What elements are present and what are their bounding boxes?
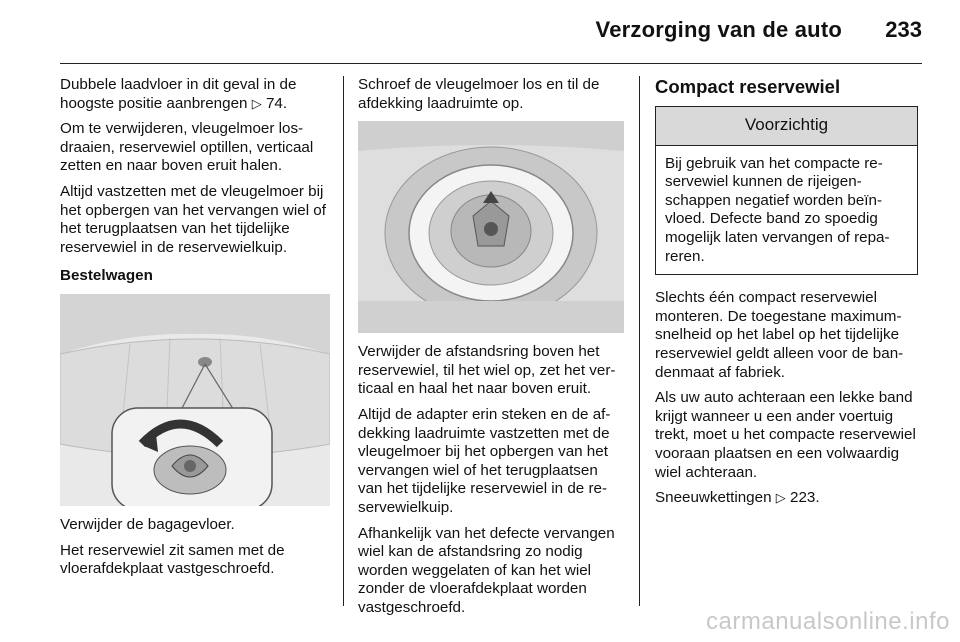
column-divider xyxy=(639,76,640,606)
paragraph: Schroef de vleugelmoer los en til de afdekking laadruimte op. xyxy=(358,76,600,112)
paragraph: Altijd de adapter erin steken en de afdekking laadruimte vastzetten met de vleugelmoer bij het opbergen van het vervangen wiel of het terugplaatsen van het tijdelijke reservewiel in de reservewielkuip. xyxy=(358,405,611,516)
paragraph: Als uw auto achteraan een lekke band krijgt wanneer u een ander voertuig trekt, moet u het compacte reservewiel vooraan plaatsen en een volwaardig wiel achteraan. xyxy=(655,389,916,481)
paragraph: Dubbele laadvloer in dit geval in de hoogste positie aanbrengen ▷ 74. xyxy=(60,76,297,112)
section-title: Compact reservewiel xyxy=(655,76,841,97)
page-number: 233 xyxy=(885,17,922,42)
watermark: carmanualsonline.info xyxy=(706,608,950,635)
paragraph: Om te verwijderen, vleugelmoer losdraaien, reservewiel optillen, verticaal zetten en naar boven eruit halen. xyxy=(60,120,314,175)
illustration-spare-wheel-well xyxy=(358,121,624,333)
page-header xyxy=(60,0,922,64)
page-title: Verzorging van de auto xyxy=(595,17,842,42)
caution-text: Bij gebruik van het compacte reservewiel kunnen de rijeigenschappen negatief worden beïnvloed. Defecte band zo spoedig mogelijk laten vervangen of repareren. xyxy=(665,154,890,265)
spare-wheel-well-illustration xyxy=(358,121,624,333)
page-reference-link[interactable]: 74. xyxy=(265,94,288,112)
van-cargo-illustration xyxy=(60,294,330,506)
column-left xyxy=(60,76,330,586)
paragraph: Verwijder de afstandsring boven het reservewiel, til het wiel op, zet het verticaal en haal het naar boven eruit. xyxy=(358,343,616,398)
paragraph: Sneeuwkettingen ▷ 223. xyxy=(655,489,820,507)
caution-box xyxy=(655,106,918,275)
paragraph: Verwijder de bagagevloer. xyxy=(60,515,235,533)
subheading: Bestelwagen xyxy=(60,267,153,285)
paragraph: Slechts één compact reservewiel monteren. De toegestane maximumsnelheid op het label op het tijdelijke reservewiel geldt alleen voor de bandenmaat af fabriek. xyxy=(655,289,904,381)
paragraph: Afhankelijk van het defecte vervangen wiel kan de afstandsring zo nodig worden weggelaten of kan het wiel zonder de vloerafdekplaat worden vastgeschroefd. xyxy=(358,524,615,616)
paragraph: Altijd vastzetten met de vleugelmoer bij het opbergen van het vervangen wiel of het terugplaatsen van het tijdelijke reservewiel in de reservewielkuip. xyxy=(60,182,326,256)
caution-title: Voorzichtig xyxy=(656,107,917,146)
column-middle xyxy=(358,76,624,625)
triangle-right-icon: ▷ xyxy=(775,490,786,506)
column-right xyxy=(655,76,923,515)
column-divider xyxy=(343,76,344,606)
paragraph: Het reservewiel zit samen met de vloerafdekplaat vastgeschroefd. xyxy=(60,541,285,578)
triangle-right-icon: ▷ xyxy=(251,95,262,111)
page-reference-link[interactable]: 223. xyxy=(790,489,820,507)
illustration-van-spare-wheel xyxy=(60,294,330,506)
